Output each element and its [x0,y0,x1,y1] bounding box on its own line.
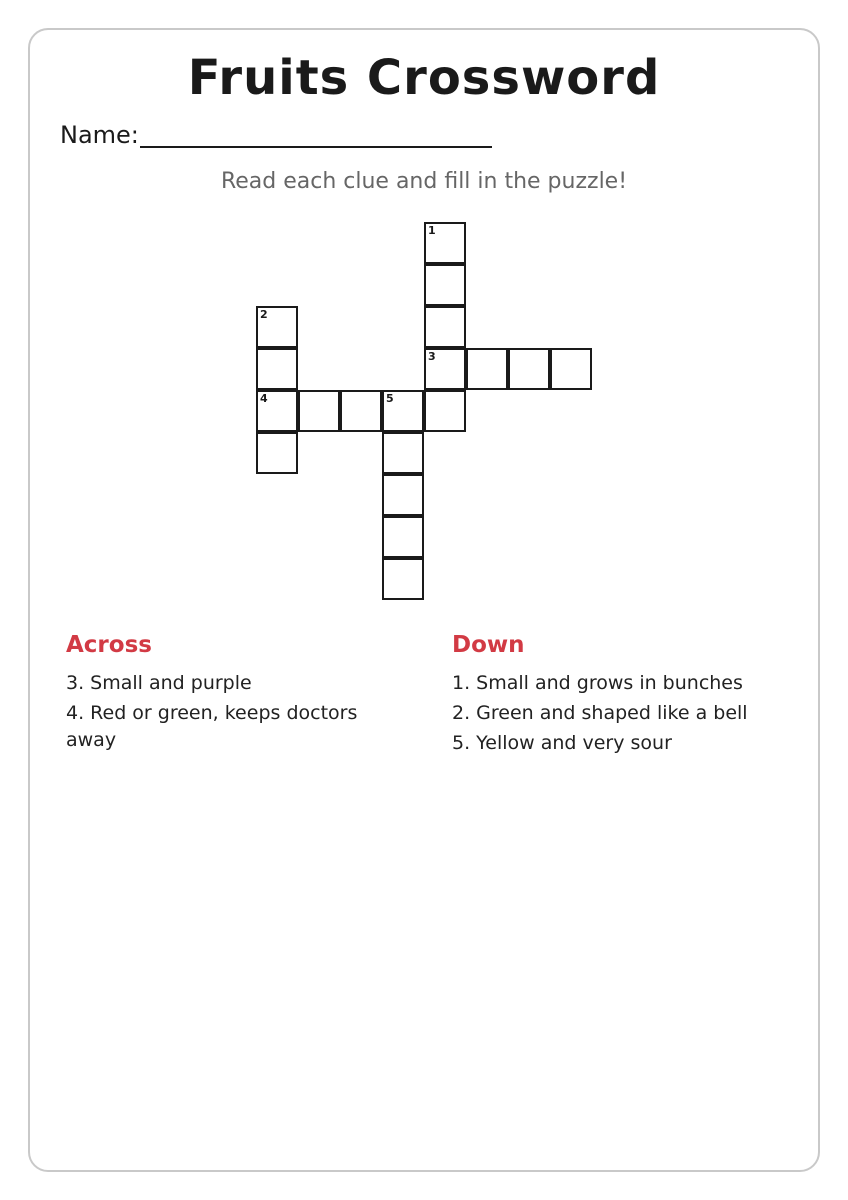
across-clue: 4. Red or green, keeps doctors away [66,702,358,751]
worksheet-border [28,28,820,1172]
clue-number: 5 [386,392,394,405]
down-clue: 2. Green and shaped like a bell [452,702,748,724]
crossword-cell[interactable] [424,390,466,432]
crossword-cell[interactable] [382,432,424,474]
crossword-cell[interactable] [256,432,298,474]
clue-number: 2 [260,308,268,321]
crossword-cell[interactable] [424,306,466,348]
down-clue: 5. Yellow and very sour [452,732,672,754]
clue-number: 3 [428,350,436,363]
crossword-cell[interactable] [550,348,592,390]
down-clue: 1. Small and grows in bunches [452,672,743,694]
crossword-cell[interactable] [256,348,298,390]
crossword-cell[interactable] [508,348,550,390]
crossword-cell[interactable] [382,390,424,432]
down-heading: Down [452,632,525,658]
crossword-cell[interactable] [256,390,298,432]
crossword-cell[interactable] [256,306,298,348]
crossword-cell[interactable] [424,222,466,264]
crossword-cell[interactable] [382,474,424,516]
clue-number: 1 [428,224,436,237]
across-clues [66,630,396,757]
name-blank-line [140,146,492,148]
page-title: Fruits Crossword [187,50,661,106]
crossword-cell[interactable] [340,390,382,432]
crossword-cell[interactable] [424,348,466,390]
crossword-cell[interactable] [424,264,466,306]
across-heading: Across [66,632,152,658]
instructions: Read each clue and fill in the puzzle! [220,169,628,194]
crossword-cell[interactable] [466,348,508,390]
crossword-cell[interactable] [298,390,340,432]
crossword-cell[interactable] [382,516,424,558]
crossword-cell[interactable] [382,558,424,600]
clue-number: 4 [260,392,268,405]
across-clue: 3. Small and purple [66,672,252,694]
down-clues [452,630,782,760]
name-label: Name: [60,121,139,149]
